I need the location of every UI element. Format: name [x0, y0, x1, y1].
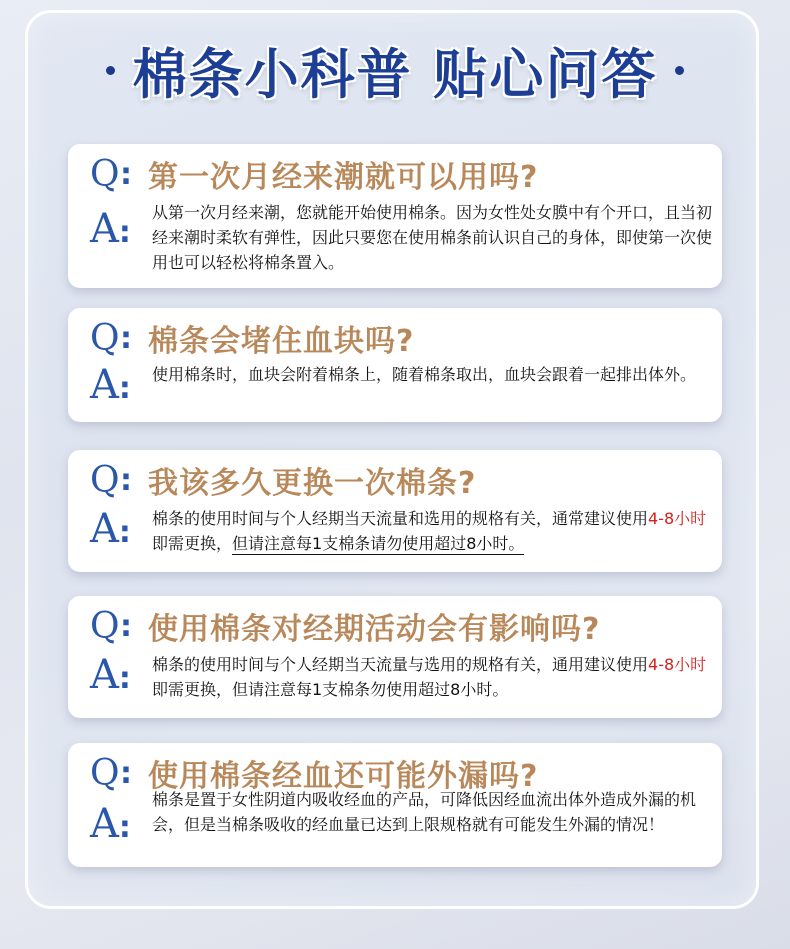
answer-text	[152, 652, 712, 702]
qa-card-1	[68, 144, 722, 288]
a-label: A:	[90, 801, 131, 847]
answer-text-part: 棉条的使用时间与个人经期当天流量与选用的规格有关，通用建议使用	[152, 655, 649, 674]
a-label: A:	[90, 206, 131, 252]
answer-text: 从第一次月经来潮，您就能开始使用棉条。因为女性处女膜中有个开口，且当初经来潮时柔软有弹性，因此只要您在使用棉条前认识自己的身体，即使第一次使用也可以轻松将棉条置入。	[152, 203, 713, 272]
qa-card-2	[68, 308, 722, 422]
answer-text-part: 即需更换，但请注意每1支棉条勿使用超过8小时。	[152, 680, 509, 699]
page-title: 棉条小科普 贴心问答	[132, 42, 658, 106]
a-label: A:	[90, 506, 131, 552]
answer-text: 棉条是置于女性阴道内吸收经血的产品，可降低因经血流出体外造成外漏的机会，但是当棉条吸收的经血量已达到上限规格就有可能发生外漏的情况！	[152, 790, 697, 834]
highlight-hours: 4-8小时	[648, 655, 707, 674]
q-label: Q	[90, 153, 120, 195]
q-label: Q	[90, 605, 120, 647]
answer-text-part: 即需更换，	[152, 534, 233, 553]
question-row	[90, 604, 600, 648]
underlined-warning: 但请注意每1支棉条请勿使用超过8小时。	[232, 534, 525, 553]
q-label: Q	[90, 752, 120, 794]
q-colon: :	[120, 156, 132, 192]
question-text: 使用棉条经血还可能外漏吗?	[148, 759, 539, 794]
q-label: Q	[90, 317, 120, 359]
question-row	[90, 316, 414, 360]
a-label: A:	[90, 652, 131, 698]
qa-card-3	[68, 450, 722, 572]
answer-text	[152, 506, 712, 556]
header	[0, 30, 790, 110]
answer-text-part: 棉条的使用时间与个人经期当天流量和选用的规格有关，通常建议使用	[152, 509, 649, 528]
q-colon: :	[120, 608, 132, 644]
question-text: 使用棉条对经期活动会有影响吗?	[148, 612, 601, 647]
title-dot-left	[106, 66, 115, 75]
q-colon: :	[120, 320, 132, 356]
question-text: 我该多久更换一次棉条?	[148, 466, 477, 501]
question-row	[90, 458, 476, 502]
qa-card-5	[68, 743, 722, 867]
answer-text: 使用棉条时，血块会附着棉条上，随着棉条取出，血块会跟着一起排出体外。	[152, 365, 697, 384]
question-text: 棉条会堵住血块吗?	[148, 324, 415, 359]
a-label: A:	[90, 362, 131, 408]
question-text: 第一次月经来潮就可以用吗?	[148, 160, 539, 195]
q-label: Q	[90, 459, 120, 501]
question-row	[90, 152, 538, 196]
qa-card-4	[68, 596, 722, 718]
title-dot-right	[675, 66, 684, 75]
highlight-hours: 4-8小时	[648, 509, 707, 528]
q-colon: :	[120, 462, 132, 498]
q-colon: :	[120, 755, 132, 791]
